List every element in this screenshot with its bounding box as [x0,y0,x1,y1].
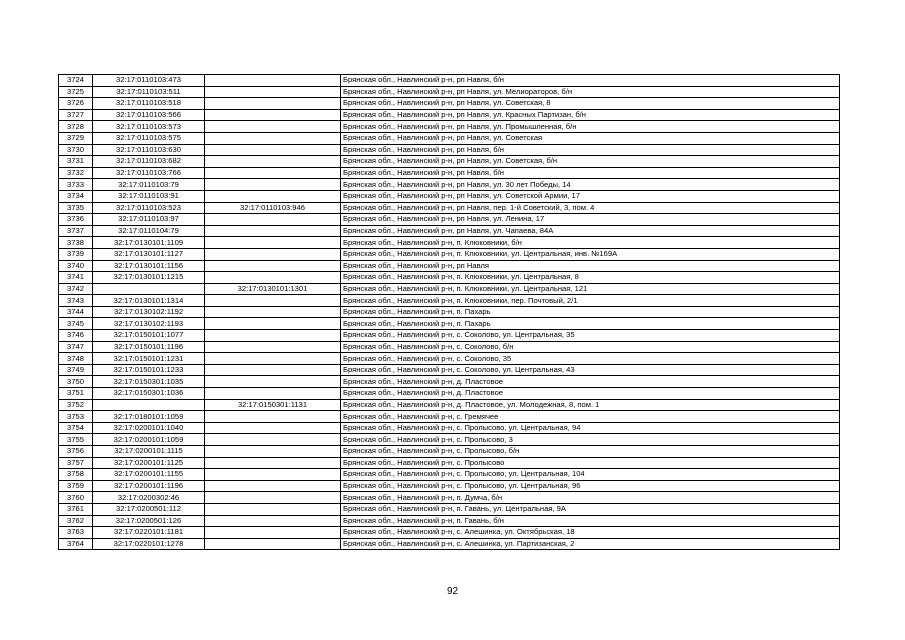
table-row [59,306,840,318]
row-number-cell: 3739 [59,248,93,260]
cadastral-number-cell: 32:17:0110103:79 [93,179,205,191]
address-cell: Брянская обл., Навлинский р-н, рп Навля, пер. 1-й Советский, 3, пом. 4 [341,202,840,214]
building-number-cell [205,469,341,481]
row-number-cell: 3725 [59,86,93,98]
address-cell: Брянская обл., Навлинский р-н, рп Навля, ул. Промышленная, б/н [341,121,840,133]
building-number-cell [205,364,341,376]
address-cell: Брянская обл., Навлинский р-н, рп Навля, ул. Советской Армии, 17 [341,190,840,202]
cadastral-number-cell: 32:17:0130101:1314 [93,295,205,307]
table-row [59,86,840,98]
building-number-cell [205,353,341,365]
row-number-cell: 3733 [59,179,93,191]
cadastral-number-cell: 32:17:0200101:1040 [93,422,205,434]
address-cell: Брянская обл., Навлинский р-н, п. Клюковники, ул. Центральная, 121 [341,283,840,295]
building-number-cell [205,109,341,121]
building-number-cell [205,121,341,133]
address-cell: Брянская обл., Навлинский р-н, с. Соколово, ул. Центральная, 35 [341,330,840,342]
address-cell: Брянская обл., Навлинский р-н, п. Гавань, б/н [341,515,840,527]
address-cell: Брянская обл., Навлинский р-н, п. Гавань, ул. Центральная, 9А [341,503,840,515]
table-row [59,272,840,284]
cadastral-number-cell: 32:17:0200101:1115 [93,446,205,458]
table-row [59,341,840,353]
table-row [59,353,840,365]
cadastral-number-cell: 32:17:0150101:1231 [93,353,205,365]
building-number-cell [205,214,341,226]
address-cell: Брянская обл., Навлинский р-н, д. Пластовое [341,376,840,388]
address-cell: Брянская обл., Навлинский р-н, п. Клюковники, б/н [341,237,840,249]
address-cell: Брянская обл., Навлинский р-н, п. Клюковники, ул. Центральная, инв. №169А [341,248,840,260]
row-number-cell: 3735 [59,202,93,214]
cadastral-number-cell: 32:17:0110103:518 [93,98,205,110]
address-cell: Брянская обл., Навлинский р-н, п. Клюковники, ул. Центральная, 8 [341,272,840,284]
row-number-cell: 3743 [59,295,93,307]
cadastral-number-cell: 32:17:0200101:1125 [93,457,205,469]
building-number-cell [205,98,341,110]
building-number-cell [205,86,341,98]
table-row [59,98,840,110]
building-number-cell [205,190,341,202]
building-number-cell [205,225,341,237]
cadastral-number-cell: 32:17:0110103:766 [93,167,205,179]
building-number-cell [205,156,341,168]
table-row [59,190,840,202]
table-row [59,434,840,446]
table-row [59,503,840,515]
address-cell: Брянская обл., Навлинский р-н, рп Навля, ул. Советская, 8 [341,98,840,110]
address-cell: Брянская обл., Навлинский р-н, п. Пахарь [341,306,840,318]
address-cell: Брянская обл., Навлинский р-н, рп Навля, ул. Советская [341,132,840,144]
row-number-cell: 3728 [59,121,93,133]
building-number-cell [205,538,341,550]
row-number-cell: 3752 [59,399,93,411]
row-number-cell: 3746 [59,330,93,342]
cadastral-number-cell: 32:17:0220101:1278 [93,538,205,550]
row-number-cell: 3750 [59,376,93,388]
cadastral-number-cell: 32:17:0110103:575 [93,132,205,144]
building-number-cell [205,260,341,272]
cadastral-number-cell: 32:17:0150101:1196 [93,341,205,353]
building-number-cell [205,272,341,284]
building-number-cell [205,167,341,179]
table-row [59,457,840,469]
address-cell: Брянская обл., Навлинский р-н, рп Навля, ул. 30 лет Победы, 14 [341,179,840,191]
row-number-cell: 3724 [59,75,93,87]
table-row [59,492,840,504]
table-row [59,376,840,388]
address-cell: Брянская обл., Навлинский р-н, рп Навля, ул. Красных Партизан, б/н [341,109,840,121]
table-row [59,132,840,144]
row-number-cell: 3764 [59,538,93,550]
row-number-cell: 3748 [59,353,93,365]
cadastral-number-cell: 32:17:0110103:573 [93,121,205,133]
row-number-cell: 3727 [59,109,93,121]
building-number-cell [205,457,341,469]
address-cell: Брянская обл., Навлинский р-н, с. Гремячее [341,411,840,423]
cadastral-number-cell [93,399,205,411]
registry-body [59,75,840,550]
property-registry-table [58,74,840,550]
cadastral-number-cell: 32:17:0200101:1196 [93,480,205,492]
building-number-cell [205,330,341,342]
cadastral-number-cell: 32:17:0130102:1192 [93,306,205,318]
row-number-cell: 3763 [59,527,93,539]
building-number-cell: 32:17:0110103:946 [205,202,341,214]
row-number-cell: 3753 [59,411,93,423]
table-row [59,295,840,307]
row-number-cell: 3730 [59,144,93,156]
table-row [59,318,840,330]
cadastral-number-cell: 32:17:0130101:1109 [93,237,205,249]
cadastral-number-cell: 32:17:0110103:630 [93,144,205,156]
building-number-cell [205,411,341,423]
cadastral-number-cell: 32:17:0150101:1077 [93,330,205,342]
row-number-cell: 3756 [59,446,93,458]
row-number-cell: 3729 [59,132,93,144]
address-cell: Брянская обл., Навлинский р-н, с. Пролысово, 3 [341,434,840,446]
address-cell: Брянская обл., Навлинский р-н, с. Пролысово, б/н [341,446,840,458]
address-cell: Брянская обл., Навлинский р-н, с. Пролысово [341,457,840,469]
row-number-cell: 3738 [59,237,93,249]
table-row [59,364,840,376]
table-row [59,121,840,133]
table-row [59,480,840,492]
building-number-cell [205,318,341,330]
building-number-cell [205,295,341,307]
table-row [59,399,840,411]
cadastral-number-cell: 32:17:0150301:1035 [93,376,205,388]
address-cell: Брянская обл., Навлинский р-н, рп Навля, ул. Ленина, 17 [341,214,840,226]
table-row [59,515,840,527]
row-number-cell: 3726 [59,98,93,110]
address-cell: Брянская обл., Навлинский р-н, д. Пластовое [341,388,840,400]
table-row [59,179,840,191]
building-number-cell [205,248,341,260]
table-row [59,237,840,249]
address-cell: Брянская обл., Навлинский р-н, п. Пахарь [341,318,840,330]
address-cell: Брянская обл., Навлинский р-н, с. Пролысово, ул. Центральная, 104 [341,469,840,481]
table-row [59,156,840,168]
building-number-cell [205,527,341,539]
cadastral-number-cell: 32:17:0130102:1193 [93,318,205,330]
cadastral-number-cell: 32:17:0110103:682 [93,156,205,168]
cadastral-number-cell: 32:17:0110103:473 [93,75,205,87]
cadastral-number-cell: 32:17:0200501:126 [93,515,205,527]
address-cell: Брянская обл., Навлинский р-н, с. Пролысово, ул. Центральная, 94 [341,422,840,434]
address-cell: Брянская обл., Навлинский р-н, рп Навля, б/н [341,144,840,156]
table-row [59,248,840,260]
table-row [59,411,840,423]
address-cell: Брянская обл., Навлинский р-н, с. Алешинка, ул. Партизанская, 2 [341,538,840,550]
table-row [59,422,840,434]
row-number-cell: 3755 [59,434,93,446]
building-number-cell [205,515,341,527]
cadastral-number-cell: 32:17:0180101:1059 [93,411,205,423]
table-row [59,330,840,342]
row-number-cell: 3758 [59,469,93,481]
cadastral-number-cell: 32:17:0130101:1156 [93,260,205,272]
cadastral-number-cell: 32:17:0110104:79 [93,225,205,237]
table-row [59,446,840,458]
building-number-cell [205,434,341,446]
building-number-cell [205,376,341,388]
building-number-cell [205,422,341,434]
cadastral-number-cell: 32:17:0150301:1036 [93,388,205,400]
cadastral-number-cell [93,283,205,295]
table-row [59,283,840,295]
table-row [59,144,840,156]
building-number-cell [205,446,341,458]
building-number-cell [205,144,341,156]
row-number-cell: 3745 [59,318,93,330]
table-row [59,75,840,87]
address-cell: Брянская обл., Навлинский р-н, рп Навля, б/н [341,167,840,179]
table-row [59,538,840,550]
building-number-cell [205,341,341,353]
address-cell: Брянская обл., Навлинский р-н, д. Пластовое, ул. Молодежная, 8, пом. 1 [341,399,840,411]
cadastral-number-cell: 32:17:0110103:97 [93,214,205,226]
row-number-cell: 3760 [59,492,93,504]
cadastral-number-cell: 32:17:0130101:1127 [93,248,205,260]
address-cell: Брянская обл., Навлинский р-н, с. Пролысово, ул. Центральная, 96 [341,480,840,492]
building-number-cell [205,75,341,87]
row-number-cell: 3761 [59,503,93,515]
address-cell: Брянская обл., Навлинский р-н, рп Навля, ул. Мелиораторов, б/н [341,86,840,98]
cadastral-number-cell: 32:17:0150101:1233 [93,364,205,376]
row-number-cell: 3737 [59,225,93,237]
cadastral-number-cell: 32:17:0200302:46 [93,492,205,504]
address-cell: Брянская обл., Навлинский р-н, с. Алешинка, ул. Октябрьская, 18 [341,527,840,539]
table-row [59,214,840,226]
building-number-cell [205,503,341,515]
building-number-cell [205,179,341,191]
cadastral-number-cell: 32:17:0110103:511 [93,86,205,98]
table-row [59,202,840,214]
cadastral-number-cell: 32:17:0200501:112 [93,503,205,515]
address-cell: Брянская обл., Навлинский р-н, рп Навля, ул. Чапаева, 84А [341,225,840,237]
cadastral-number-cell: 32:17:0110103:91 [93,190,205,202]
row-number-cell: 3747 [59,341,93,353]
row-number-cell: 3740 [59,260,93,272]
building-number-cell [205,237,341,249]
row-number-cell: 3731 [59,156,93,168]
table-row [59,527,840,539]
row-number-cell: 3744 [59,306,93,318]
address-cell: Брянская обл., Навлинский р-н, с. Соколово, ул. Центральная, 43 [341,364,840,376]
cadastral-number-cell: 32:17:0130101:1215 [93,272,205,284]
row-number-cell: 3751 [59,388,93,400]
address-cell: Брянская обл., Навлинский р-н, рп Навля, б/н [341,75,840,87]
row-number-cell: 3749 [59,364,93,376]
building-number-cell [205,132,341,144]
page-number: 92 [446,586,459,597]
table-row [59,388,840,400]
row-number-cell: 3757 [59,457,93,469]
row-number-cell: 3754 [59,422,93,434]
building-number-cell [205,492,341,504]
cadastral-number-cell: 32:17:0200101:1059 [93,434,205,446]
address-cell: Брянская обл., Навлинский р-н, с. Соколово, 35 [341,353,840,365]
building-number-cell [205,306,341,318]
table-row [59,260,840,272]
cadastral-number-cell: 32:17:0110103:566 [93,109,205,121]
address-cell: Брянская обл., Навлинский р-н, рп Навля, ул. Советская, б/н [341,156,840,168]
row-number-cell: 3762 [59,515,93,527]
row-number-cell: 3741 [59,272,93,284]
address-cell: Брянская обл., Навлинский р-н, п. Думча, б/н [341,492,840,504]
row-number-cell: 3736 [59,214,93,226]
address-cell: Брянская обл., Навлинский р-н, рп Навля [341,260,840,272]
row-number-cell: 3742 [59,283,93,295]
row-number-cell: 3732 [59,167,93,179]
building-number-cell [205,388,341,400]
building-number-cell [205,480,341,492]
row-number-cell: 3759 [59,480,93,492]
table-row [59,167,840,179]
row-number-cell: 3734 [59,190,93,202]
cadastral-number-cell: 32:17:0110103:523 [93,202,205,214]
table-row [59,109,840,121]
building-number-cell: 32:17:0130101:1301 [205,283,341,295]
table-row [59,469,840,481]
cadastral-number-cell: 32:17:0200101:1155 [93,469,205,481]
table-row [59,225,840,237]
building-number-cell: 32:17:0150301:1131 [205,399,341,411]
address-cell: Брянская обл., Навлинский р-н, с. Соколово, б/н [341,341,840,353]
cadastral-number-cell: 32:17:0220101:1181 [93,527,205,539]
address-cell: Брянская обл., Навлинский р-н, п. Клюковники, пер. Почтовый, 2/1 [341,295,840,307]
